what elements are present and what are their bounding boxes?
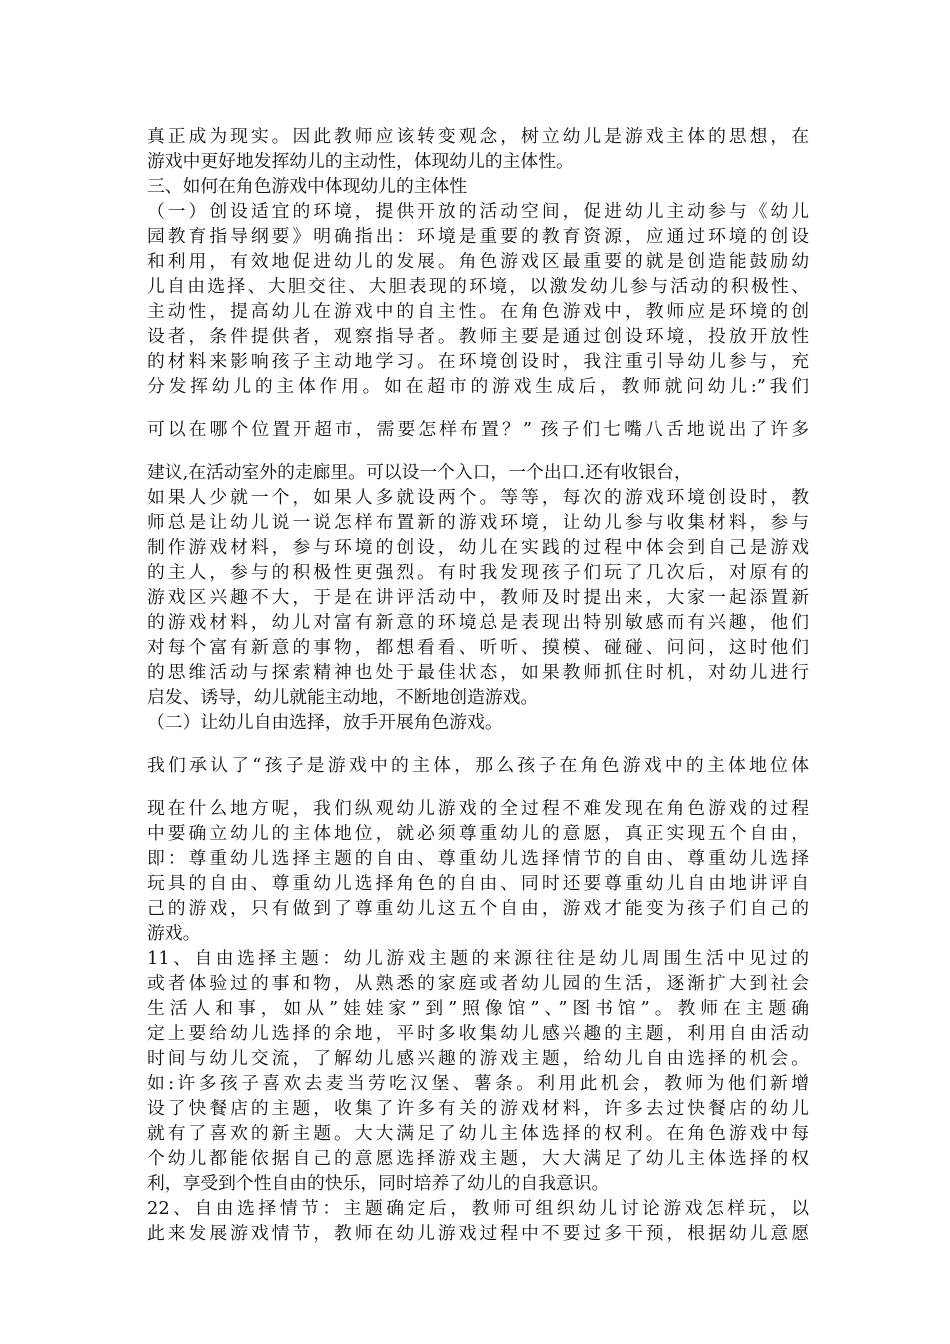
- text-line: 的游戏材料，幼儿对富有新意的环境总是表现出特别敏感而有兴趣，他们: [147, 612, 809, 633]
- text-line: 设者，条件提供者，观察指导者。教师主要是通过创设环境，投放开放性: [147, 326, 809, 347]
- text-line: 的主人，参与的积极性更强烈。有时我发现孩子们玩了几次后，对原有的: [147, 562, 809, 583]
- list-item-heading: 11、自由选择主题：幼儿游戏主题的来源往往是幼儿周围生活中见过的: [147, 948, 809, 969]
- subsection-heading: （一）创设适宜的环境，提供开放的活动空间，促进幼儿主动参与《幼儿: [147, 201, 809, 222]
- list-item-heading: 22、自由选择情节：主题确定后，教师可组织幼儿讨论游戏怎样玩，以: [147, 1198, 809, 1219]
- text-line: 师总是让幼儿说一说怎样布置新的游戏环境，让幼儿参与收集材料，参与: [147, 512, 809, 533]
- text-line: 生活人和事，如从”娃娃家”到”照像馆”、”图书馆”。教师在主题确: [147, 998, 809, 1019]
- text-line: 游戏。: [147, 923, 201, 944]
- text-line: 的材料来影响孩子主动地学习。在环境创设时，我注重引导幼儿参与，充: [147, 351, 809, 372]
- text-line: 定上要给幼儿选择的余地，平时多收集幼儿感兴趣的主题，利用自由活动: [147, 1023, 809, 1044]
- text-line: 游戏中更好地发挥幼儿的主动性，体现幼儿的主体性。: [147, 151, 574, 172]
- text-line: 和利用，有效地促进幼儿的发展。角色游戏区最重要的就是创造能鼓励幼: [147, 251, 809, 272]
- text-line: 现在什么地方呢，我们纵观幼儿游戏的全过程不难发现在角色游戏的过程: [147, 798, 809, 819]
- text-line: 个幼儿都能依据自己的意愿选择游戏主题，大大满足了幼儿主体选择的权: [147, 1148, 809, 1169]
- document-body: [147, 124, 809, 1246]
- text-line: 分发挥幼儿的主体作用。如在超市的游戏生成后，教师就问幼儿:”我们: [147, 376, 809, 397]
- text-line: 的思维活动与探索精神也处于最佳状态，如果教师抓住时机，对幼儿进行: [147, 662, 809, 683]
- text-line: 我们承认了“孩子是游戏中的主体，那么孩子在角色游戏中的主体地位体: [147, 755, 809, 776]
- text-line: 或者体验过的事和物，从熟悉的家庭或者幼儿园的生活，逐渐扩大到社会: [147, 973, 809, 994]
- text-line: 中要确立幼儿的主体地位，就必须尊重幼儿的意愿，真正实现五个自由，: [147, 823, 809, 844]
- text-line: 启发、诱导，幼儿就能主动地，不断地创造游戏。: [147, 687, 539, 708]
- subsection-heading: （二）让幼儿自由选择，放手开展角色游戏。: [147, 712, 503, 733]
- text-line: 玩具的自由、尊重幼儿选择角色的自由、同时还要尊重幼儿自由地讲评自: [147, 873, 809, 894]
- text-line: 真正成为现实。因此教师应该转变观念，树立幼儿是游戏主体的思想，在: [147, 126, 809, 147]
- text-line: 就有了喜欢的新主题。大大满足了幼儿主体选择的权利。在角色游戏中每: [147, 1123, 809, 1144]
- text-line: 设了快餐店的主题，收集了许多有关的游戏材料，许多去过快餐店的幼儿: [147, 1098, 809, 1119]
- text-line: 主动性，提高幼儿在游戏中的自主性。在角色游戏中，教师应是环境的创: [147, 301, 809, 322]
- text-line: 利，享受到个性自由的快乐，同时培养了幼儿的自我意识。: [147, 1173, 610, 1194]
- text-line: 制作游戏材料，参与环境的创设，幼儿在实践的过程中体会到自己是游戏: [147, 537, 809, 558]
- text-line: 己的游戏，只有做到了尊重幼儿这五个自由，游戏才能变为孩子们自己的: [147, 898, 809, 919]
- text-line: 游戏区兴趣不大，于是在讲评活动中，教师及时提出来，大家一起添置新: [147, 587, 809, 608]
- text-line: 可以在哪个位置开超市，需要怎样布置？” 孩子们七嘴八舌地说出了许多: [147, 419, 809, 440]
- text-line: 园教育指导纲要》明确指出：环境是重要的教育资源，应通过环境的创设: [147, 226, 809, 247]
- section-heading: 三、如何在角色游戏中体现幼儿的主体性: [147, 176, 468, 197]
- text-line: 时间与幼儿交流，了解幼儿感兴趣的游戏主题，给幼儿自由选择的机会。: [147, 1048, 809, 1069]
- text-line: 如果人少就一个，如果人多就设两个。等等，每次的游戏环境创设时，教: [147, 487, 809, 508]
- text-line: 即：尊重幼儿选择主题的自由、尊重幼儿选择情节的自由、尊重幼儿选择: [147, 848, 809, 869]
- text-line: 儿自由选择、大胆交往、大胆表现的环境，以激发幼儿参与活动的积极性、: [147, 276, 809, 297]
- text-line: 对每个富有新意的事物，都想看看、听听、摸模、碰碰、问问，这时他们: [147, 637, 809, 658]
- text-line: 如:许多孩子喜欢去麦当劳吃汉堡、薯条。利用此机会，教师为他们新增: [147, 1073, 809, 1094]
- text-line: 此来发展游戏情节，教师在幼儿游戏过程中不要过多干预，根据幼儿意愿: [147, 1223, 809, 1244]
- text-line: 建议,在活动室外的走廊里。可以设一个入口，一个出口.还有收银台，: [147, 462, 692, 483]
